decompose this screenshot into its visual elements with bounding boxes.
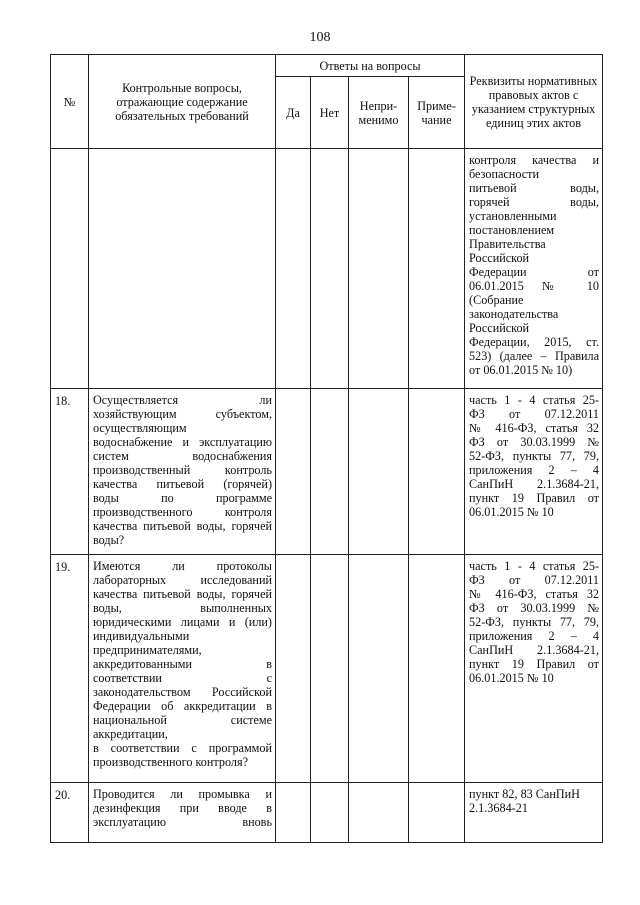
answer-na-cell xyxy=(349,149,409,389)
reference-line: установленными xyxy=(469,209,557,223)
question-line: Федерации об аккредитации в xyxy=(93,699,272,713)
reference-line: 52-ФЗ, пункты 77, 79, xyxy=(469,449,600,463)
question-line: водоснабжение и эксплуатацию xyxy=(93,435,272,449)
requisites-cell xyxy=(465,389,603,555)
question-line: осуществляющим xyxy=(93,421,187,435)
answer-yes-cell xyxy=(276,555,311,783)
reference-line: пункт 19 Правил от xyxy=(469,491,600,505)
header-note: Приме- чание xyxy=(409,77,465,149)
reference-line: Федерации от xyxy=(469,265,600,279)
row-number: 18. xyxy=(51,389,89,555)
answer-note-cell xyxy=(409,149,465,389)
question-line: качества питьевой воды, горячей xyxy=(93,519,272,533)
question-line: аккредитованными в xyxy=(93,657,272,671)
reference-line: приложения 2 – 4 xyxy=(469,629,600,643)
reference-line: СанПиН 2.1.3684-21, xyxy=(469,643,600,657)
header-not-applicable: Непри- менимо xyxy=(349,77,409,149)
header-no: Нет xyxy=(311,77,349,149)
answer-note-cell xyxy=(409,555,465,783)
reference-line: 2.1.3684-21 xyxy=(469,801,528,815)
question-line: производственного контроля? xyxy=(93,755,248,769)
reference-line: приложения 2 – 4 xyxy=(469,463,600,477)
question-line: хозяйствующим субъектом, xyxy=(93,407,272,421)
question-cell xyxy=(89,555,276,783)
reference-line: Российской xyxy=(469,321,530,335)
question-cell xyxy=(89,783,276,843)
question-line: лабораторных исследований xyxy=(93,573,272,587)
question-line: эксплуатацию вновь xyxy=(93,815,272,829)
table-row xyxy=(51,555,603,783)
answer-note-cell xyxy=(409,783,465,843)
reference-line: пункт 19 Правил от xyxy=(469,657,600,671)
question-line: предпринимателями, xyxy=(93,643,202,657)
answer-yes-cell xyxy=(276,389,311,555)
answer-yes-cell xyxy=(276,149,311,389)
question-line: систем водоснабжения xyxy=(93,449,272,463)
table-row xyxy=(51,783,603,843)
header-yes: Да xyxy=(276,77,311,149)
checklist-table xyxy=(50,54,603,843)
reference-line: 06.01.2015 № 10 xyxy=(469,505,554,519)
table-row xyxy=(51,149,603,389)
reference-line: 52-ФЗ, пункты 77, 79, xyxy=(469,615,600,629)
question-line: Имеются ли протоколы xyxy=(93,559,272,573)
question-line: дезинфекция при вводе в xyxy=(93,801,272,815)
question-line: соответствии с xyxy=(93,671,272,685)
question-line: законодательством Российской xyxy=(93,685,272,699)
row-number xyxy=(51,149,89,389)
question-cell xyxy=(89,389,276,555)
requisites-cell xyxy=(465,783,603,843)
reference-line: ФЗ от 07.12.2011 xyxy=(469,407,600,421)
question-line: юридическими лицами и (или) xyxy=(93,615,272,629)
question-line: производственного контроля xyxy=(93,505,272,519)
question-line: индивидуальными xyxy=(93,629,190,643)
answer-no-cell xyxy=(311,783,349,843)
row-number: 20. xyxy=(51,783,89,843)
reference-line: (Собрание xyxy=(469,293,524,307)
header-questions: Контрольные вопросы, отражающие содержание обязательных требований xyxy=(89,55,276,149)
reference-line: 06.01.2015 № 10 xyxy=(469,279,600,293)
reference-line: № 416-ФЗ, статья 32 xyxy=(469,421,600,435)
answer-na-cell xyxy=(349,389,409,555)
reference-line: пункт 82, 83 СанПиН xyxy=(469,787,580,801)
answer-na-cell xyxy=(349,783,409,843)
reference-line: 06.01.2015 № 10 xyxy=(469,671,554,685)
question-line: воды? xyxy=(93,533,125,547)
reference-line: часть 1 - 4 статья 25- xyxy=(469,559,600,573)
question-line: воды, выполненных xyxy=(93,601,272,615)
question-line: Осуществляется ли xyxy=(93,393,272,407)
reference-line: постановлением xyxy=(469,223,555,237)
reference-line: законодательства xyxy=(469,307,559,321)
answer-na-cell xyxy=(349,555,409,783)
question-cell xyxy=(89,149,276,389)
answer-note-cell xyxy=(409,389,465,555)
page-number: 108 xyxy=(309,30,331,45)
question-line: аккредитации, xyxy=(93,727,168,741)
reference-line: ФЗ от 07.12.2011 xyxy=(469,573,600,587)
reference-line: ФЗ от 30.03.1999 № xyxy=(469,601,600,615)
header-requisites: Реквизиты нормативных правовых актов с указанием структурных единиц этих актов xyxy=(465,55,603,149)
answer-no-cell xyxy=(311,389,349,555)
answer-no-cell xyxy=(311,555,349,783)
reference-line: питьевой воды, xyxy=(469,181,600,195)
reference-line: часть 1 - 4 статья 25- xyxy=(469,393,600,407)
question-line: воды по программе xyxy=(93,491,272,505)
table-row xyxy=(51,389,603,555)
answer-yes-cell xyxy=(276,783,311,843)
reference-line: Российской xyxy=(469,251,530,265)
answer-no-cell xyxy=(311,149,349,389)
reference-line: 523) (далее – Правила xyxy=(469,349,600,363)
question-line: Проводится ли промывка и xyxy=(93,787,272,801)
reference-line: безопасности xyxy=(469,167,539,181)
header-answers: Ответы на вопросы xyxy=(276,55,465,77)
row-number: 19. xyxy=(51,555,89,783)
header-num: № xyxy=(51,55,89,149)
reference-line: Правительства xyxy=(469,237,546,251)
requisites-cell xyxy=(465,149,603,389)
question-line: национальной системе xyxy=(93,713,272,727)
question-line: в соответствии с программой xyxy=(93,741,272,755)
question-line: производственный контроль xyxy=(93,463,272,477)
question-line: качества питьевой (горячей) xyxy=(93,477,272,491)
reference-line: контроля качества и xyxy=(469,153,600,167)
question-line: качества питьевой воды, горячей xyxy=(93,587,272,601)
reference-line: горячей воды, xyxy=(469,195,600,209)
reference-line: от 06.01.2015 № 10) xyxy=(469,363,573,377)
reference-line: СанПиН 2.1.3684-21, xyxy=(469,477,600,491)
reference-line: № 416-ФЗ, статья 32 xyxy=(469,587,600,601)
reference-line: ФЗ от 30.03.1999 № xyxy=(469,435,600,449)
table-body xyxy=(51,149,603,843)
requisites-cell xyxy=(465,555,603,783)
reference-line: Федерации, 2015, ст. xyxy=(469,335,600,349)
